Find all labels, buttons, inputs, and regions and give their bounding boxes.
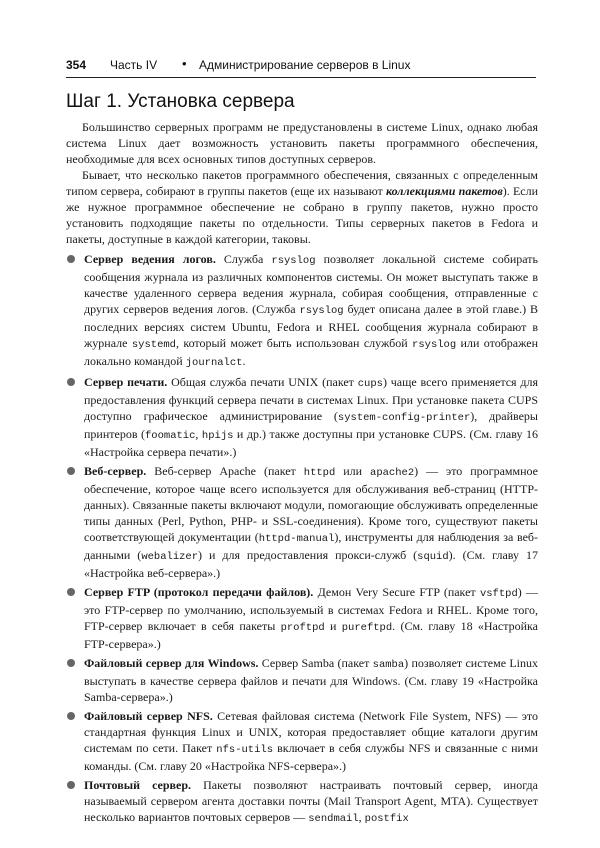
list-item-text: будет описана далее в этой главе.) В последних версиях систем Ubuntu, Fedora и RHEL сообщения журнала собирают в журнале bbox=[84, 302, 538, 350]
code-token: system-config-printer bbox=[337, 412, 471, 424]
list-item bbox=[66, 777, 538, 827]
list-item-text: или отображен локально командой bbox=[84, 336, 539, 368]
code-token: systemd bbox=[131, 339, 176, 351]
list-item bbox=[66, 584, 538, 652]
code-token: rsyslog bbox=[412, 339, 457, 351]
code-token: pureftpd bbox=[341, 622, 393, 634]
code-token: journalct bbox=[185, 357, 243, 369]
header-title: Администрирование серверов в Linux bbox=[199, 58, 411, 72]
list-item-text: ) — это программное обеспечение, которое чаще всего используется для обслуживания веб-страниц (HTTP-данных). Связанные пакеты включают модули, помогающие обслуживать определенные типы данных (Perl, Python, PHP- и SSL-соединения). Кроме того, существуют пакеты соответствующей документации ( bbox=[84, 464, 538, 544]
list-item-text: . (См. главу 18 «Настройка FTP-сервера».) bbox=[84, 619, 538, 651]
list-item-text: ) чаще всего применяется для предоставления функций сервера печати в системах Linux. При установке пакета CUPS доступно графическое администрирование ( bbox=[84, 375, 538, 423]
list-item bbox=[66, 251, 538, 371]
code-token: rsyslog bbox=[299, 305, 344, 317]
list-item-text: и bbox=[324, 619, 342, 633]
code-token: apache2 bbox=[370, 467, 415, 479]
code-token: httpd bbox=[303, 467, 336, 479]
code-token: rsyslog bbox=[271, 255, 316, 267]
list-item-term: Сервер FTP (протокол передачи файлов). bbox=[84, 585, 314, 599]
code-token: samba bbox=[372, 659, 405, 671]
server-type-list bbox=[66, 251, 538, 827]
list-item-text: ) позволяет системе Linux выступать в качестве сервера файлов и печати для Windows. (См. главу 19 «Настройка Samba-сервера».) bbox=[84, 656, 539, 704]
bullet-icon bbox=[67, 659, 75, 667]
header-bullet: • bbox=[182, 56, 187, 71]
code-token: postfix bbox=[364, 813, 409, 825]
list-item-text: ), инструменты для наблюдения за веб-данными ( bbox=[84, 530, 538, 562]
code-token: squid bbox=[417, 551, 449, 563]
list-item-text: Пакеты позволяют настраивать почтовый сервер, иногда называемый сервером агента доставки почты (Mail Transport Agent, MTA). Существует несколько вариантов почтовых серверов — bbox=[84, 778, 538, 824]
list-item-text: и др.) также доступны при установке CUPS. (См. главу 16 «Настройка сервера печати».) bbox=[84, 427, 539, 459]
code-token: cups bbox=[357, 378, 383, 390]
list-item-text: , bbox=[358, 810, 365, 824]
list-item-text: , который может быть использован службой bbox=[175, 336, 413, 350]
paragraph-groups-before: Бывает, что несколько пакетов программного обеспечения, связанных с определенным типом сервера, собирают в группы пакетов (еще их называют bbox=[66, 168, 538, 198]
section-title: Шаг 1. Установка сервера bbox=[66, 91, 295, 112]
list-item-text: Сетевая файловая система (Network File System, NFS) — это стандартная функция Linux и UNIX, которая предоставляет общие каталоги другим системам по сети. Пакет bbox=[84, 709, 538, 755]
list-item bbox=[66, 374, 538, 460]
code-token: proftpd bbox=[280, 622, 325, 634]
list-item bbox=[66, 708, 538, 774]
list-item-term: Почтовый сервер. bbox=[84, 778, 192, 792]
body-text bbox=[66, 119, 538, 830]
paragraph-groups bbox=[66, 167, 538, 247]
list-item-text: ). (См. главу 17 «Настройка веб-сервера».) bbox=[84, 548, 538, 580]
list-item-text: включает в себя службы NFS и связанные с ними команды. (См. главу 20 «Настройка NFS-сервера».) bbox=[84, 741, 538, 773]
bullet-icon bbox=[67, 378, 75, 386]
list-item-text: Веб-сервер Apache (пакет bbox=[146, 464, 304, 478]
list-item-term: Файловый сервер для Windows. bbox=[84, 656, 259, 670]
list-item-text: ), драйверы принтеров ( bbox=[84, 409, 538, 441]
paragraph-groups-after: ). Если же нужное программное обеспечение не собрано в группу пакетов, нужно просто установить подходящие пакеты по отдельности. Типы серверных пакетов в Fedora и пакеты, доступные в каждой категории, таковы. bbox=[66, 184, 539, 246]
bullet-icon bbox=[67, 467, 75, 475]
list-item-text: ) и для предоставления прокси-служб ( bbox=[198, 548, 418, 562]
emphasis-term: коллекциями пакетов bbox=[385, 184, 503, 198]
list-item-text: позволяет локальной системе собирать сообщения журнала из различных компонентов системы. Он может выступать также в качестве удаленного сервера ведения журнала, собирая сообщения, отправленные с других серверов ведения логов. (Служба bbox=[84, 252, 538, 316]
list-item-text: , bbox=[195, 427, 202, 441]
bullet-icon bbox=[67, 255, 75, 263]
list-item-term: Сервер ведения логов. bbox=[84, 252, 216, 266]
paragraph-intro: Большинство серверных программ не предустановлены в системе Linux, однако любая система Linux дает возможность установить пакеты программного обеспечения, необходимые для всех основных типов доступных серверов. bbox=[66, 120, 538, 166]
code-token: hpijs bbox=[201, 430, 234, 442]
code-token: foomatic bbox=[145, 430, 196, 442]
list-item-text: ) — это FTP-сервер по умолчанию, используемый в системах Fedora и RHEL. Кроме того, FTP-сервер включает в себя пакеты bbox=[84, 585, 539, 633]
code-token: webalizer bbox=[141, 551, 199, 563]
list-item-text: Общая служба печати UNIX (пакет bbox=[167, 375, 358, 389]
list-item bbox=[66, 655, 538, 705]
list-item-text: Сервер Samba (пакет bbox=[258, 656, 373, 670]
bullet-icon bbox=[67, 588, 75, 596]
list-item-text: . bbox=[242, 354, 246, 368]
code-token: httpd-manual bbox=[258, 533, 335, 545]
code-token: vsftpd bbox=[479, 588, 518, 600]
running-header bbox=[66, 55, 536, 78]
list-item-term: Файловый сервер NFS. bbox=[84, 709, 213, 723]
list-item-text: или bbox=[335, 464, 371, 478]
list-item-text: Служба bbox=[215, 252, 272, 266]
list-item-text: Демон Very Secure FTP (пакет bbox=[313, 585, 480, 599]
part-label: Часть IV bbox=[110, 58, 158, 72]
list-item-term: Сервер печати. bbox=[84, 375, 168, 389]
list-item-term: Веб-сервер. bbox=[84, 464, 147, 478]
code-token: sendmail bbox=[308, 813, 359, 825]
code-token: nfs-utils bbox=[216, 744, 274, 756]
page-number: 354 bbox=[66, 58, 87, 72]
list-item bbox=[66, 463, 538, 581]
bullet-icon bbox=[67, 781, 75, 789]
bullet-icon bbox=[67, 712, 75, 720]
